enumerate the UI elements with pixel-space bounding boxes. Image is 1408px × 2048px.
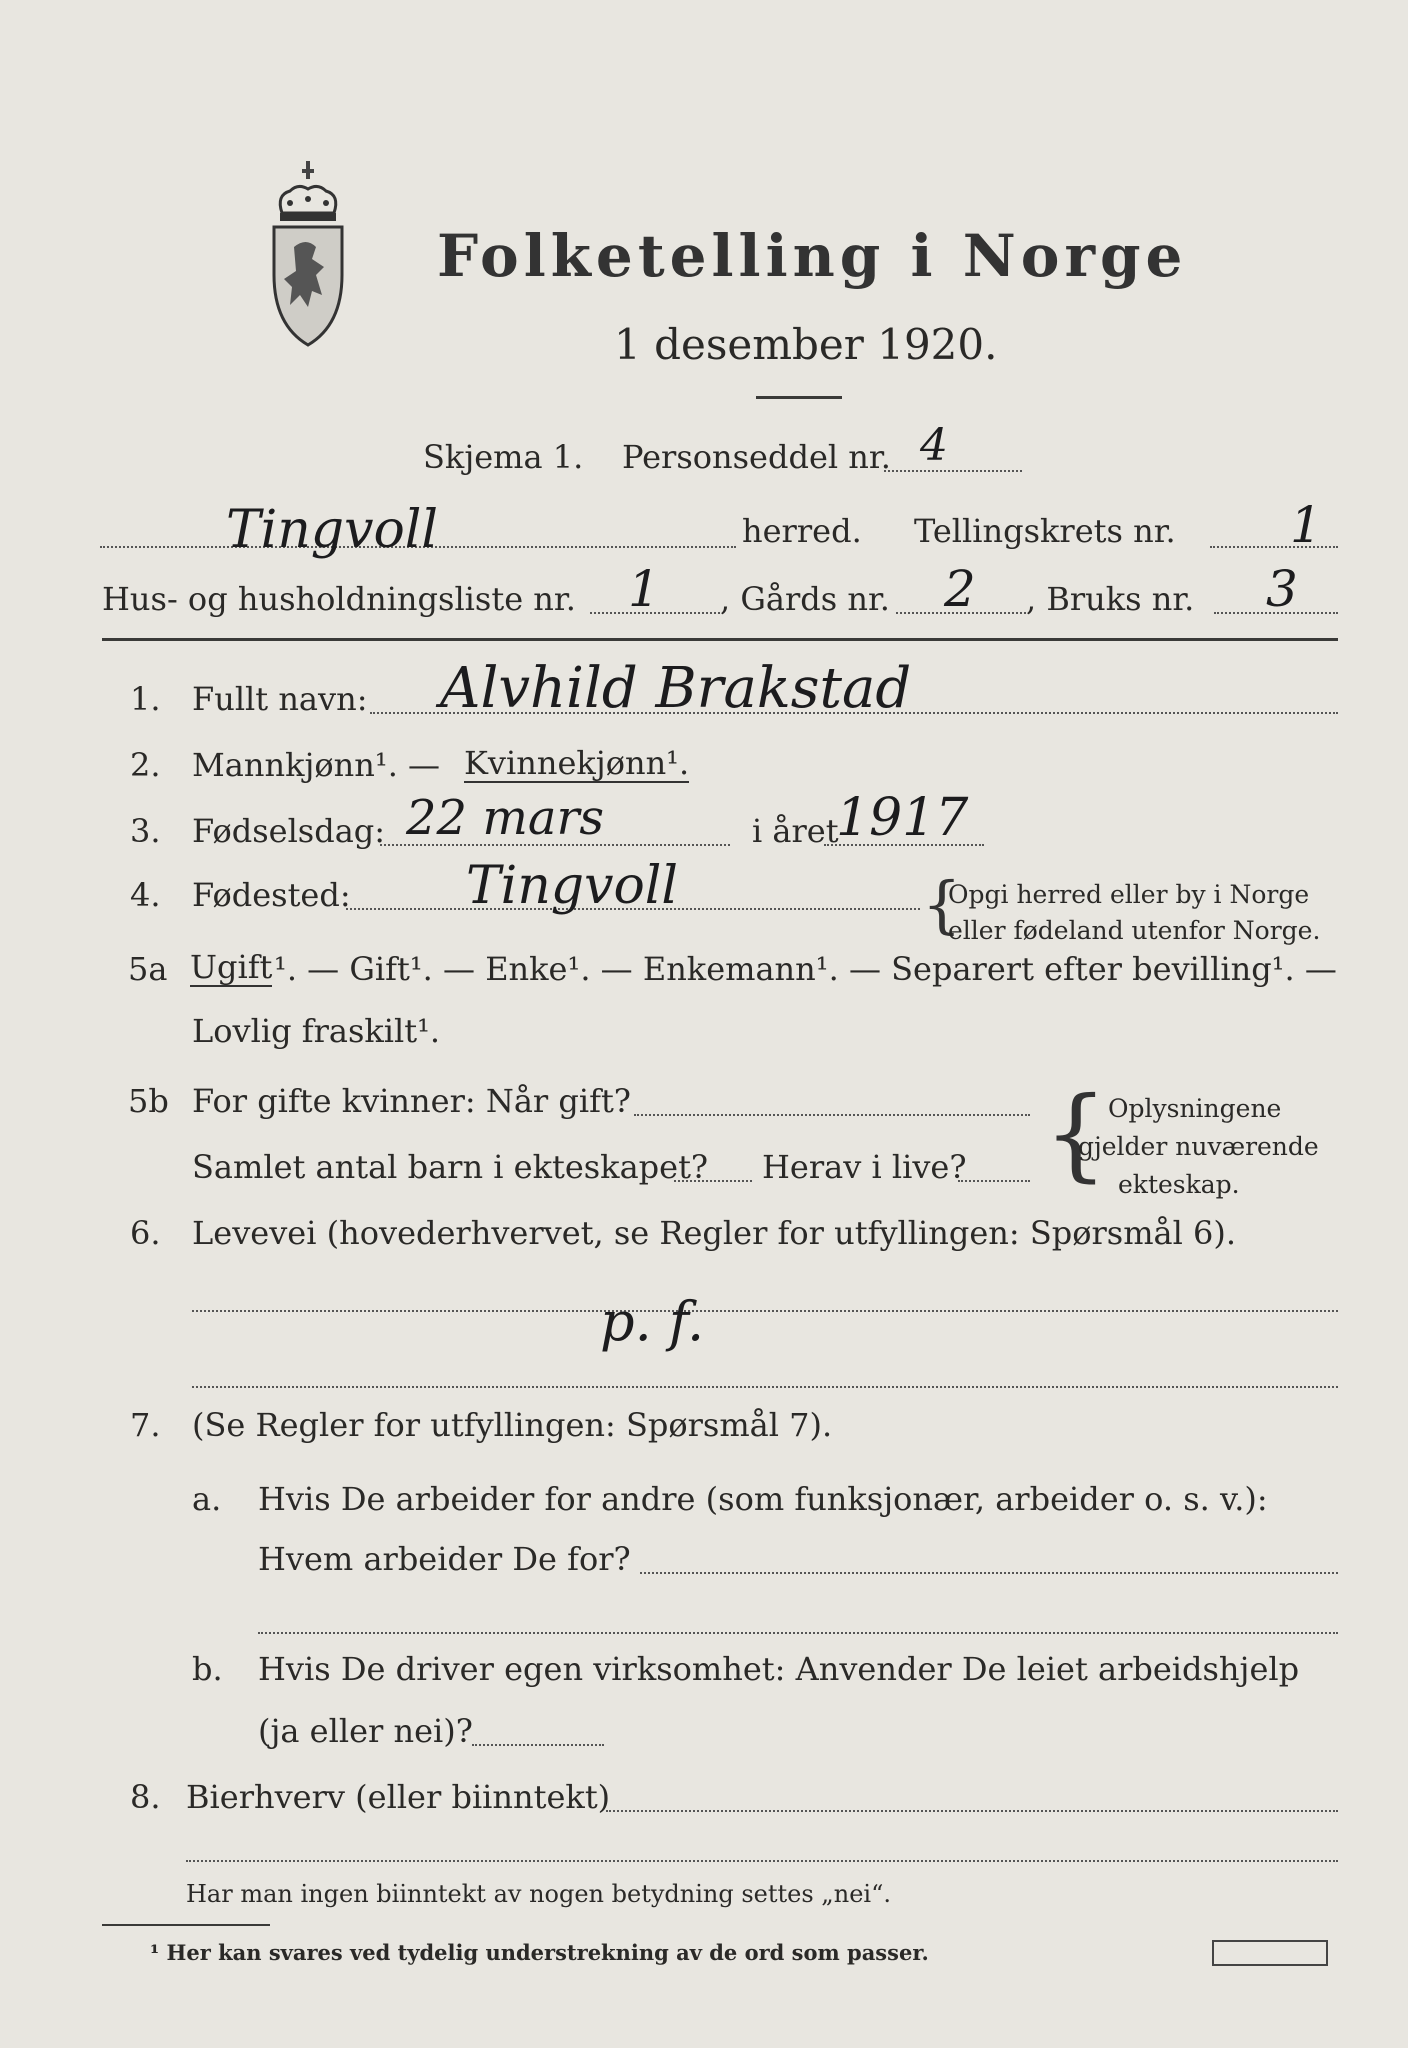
q4-value: Tingvoll	[466, 856, 679, 916]
q5b-live-line	[958, 1180, 1030, 1182]
herred-label: herred.	[742, 512, 862, 550]
q6-label: Levevei (hovederhvervet, se Regler for utfyllingen: Spørsmål 6).	[192, 1214, 1237, 1252]
skjema-label: Skjema 1.	[423, 438, 584, 476]
q8-line2	[186, 1860, 1338, 1862]
q7b-line2: (ja eller nei)?	[258, 1712, 473, 1750]
q5b-note-brace: {	[1044, 1075, 1108, 1192]
q6-line2	[192, 1386, 1338, 1388]
q2-kvinnekjonn: Kvinnekjønn¹.	[464, 744, 690, 782]
q6-number: 6.	[130, 1214, 161, 1252]
footnote-divider	[102, 1924, 270, 1926]
husliste-label: Hus- og husholdningsliste nr.	[102, 580, 576, 618]
q3-year-value: 1917	[836, 788, 969, 848]
q4-number: 4.	[130, 876, 161, 914]
gards-label: , Gårds nr.	[720, 580, 890, 618]
personseddel-line	[884, 470, 1022, 472]
q5b-note-line1: Oplysningene	[1108, 1094, 1282, 1123]
q7b-line1: Hvis De driver egen virksomhet: Anvender De leiet arbeidshjelp	[258, 1650, 1300, 1688]
q7a-line1: Hvis De arbeider for andre (som funksjonær, arbeider o. s. v.):	[258, 1480, 1268, 1518]
q5a-line2: Lovlig fraskilt¹.	[192, 1012, 441, 1050]
q3-number: 3.	[130, 812, 161, 850]
q6-line1	[192, 1310, 1338, 1312]
q5b-gift-line	[634, 1114, 1030, 1116]
q7a-line2: Hvem arbeider De for?	[258, 1540, 631, 1578]
q7a-extra-line	[258, 1632, 1338, 1634]
q8-number: 8.	[130, 1778, 161, 1816]
gards-value: 2	[944, 560, 976, 618]
bottom-note: Har man ingen biinntekt av nogen betydning settes „nei“.	[186, 1880, 891, 1908]
q3-year-label: i året	[752, 812, 839, 850]
personseddel-value: 4	[920, 420, 948, 471]
q5a-ugift: Ugift	[190, 948, 273, 986]
footnote: ¹ Her kan svares ved tydelig understrekning av de ord som passer.	[150, 1940, 929, 1965]
q5b-note-line2: gjelder nuværende	[1078, 1132, 1319, 1161]
q1-label: Fullt navn:	[192, 680, 368, 718]
q5a-options: ¹. — Gift¹. — Enke¹. — Enkemann¹. — Separert efter bevilling¹. —	[274, 950, 1337, 988]
q1-value: Alvhild Brakstad	[440, 656, 912, 721]
bruks-label: , Bruks nr.	[1026, 580, 1195, 618]
q7b-letter: b.	[192, 1650, 223, 1688]
q8-label: Bierhverv (eller biinntekt)	[186, 1778, 611, 1816]
bruks-value: 3	[1266, 560, 1298, 618]
q5b-barn-line	[674, 1180, 752, 1182]
q6-value: p. f.	[600, 1290, 705, 1353]
header-divider	[102, 638, 1338, 641]
q5a-number: 5a	[128, 950, 168, 988]
q7a-employer-line	[640, 1572, 1338, 1574]
husliste-value: 1	[628, 560, 660, 618]
census-date: 1 desember 1920.	[614, 320, 998, 369]
q3-label: Fødselsdag:	[192, 812, 386, 850]
q5b-note-line3: ekteskap.	[1118, 1170, 1240, 1199]
q5b-number: 5b	[128, 1082, 169, 1120]
q7b-answer-line	[472, 1744, 604, 1746]
printer-stamp	[1212, 1940, 1328, 1966]
q4-note-line1: Opgi herred eller by i Norge	[948, 880, 1310, 909]
herred-value: Tingvoll	[226, 500, 439, 560]
q2-mannkjonn: Mannkjønn¹. —	[192, 746, 441, 784]
q4-note-brace: {	[922, 868, 962, 941]
form-title: Folketelling i Norge	[437, 222, 1188, 290]
q7-number: 7.	[130, 1406, 161, 1444]
q4-note-line2: eller fødeland utenfor Norge.	[948, 916, 1321, 945]
norway-coat-of-arms-icon	[268, 155, 348, 355]
title-divider	[756, 396, 842, 399]
personseddel-label: Personseddel nr.	[622, 438, 891, 476]
q5b-line1: For gifte kvinner: Når gift?	[192, 1082, 631, 1120]
q1-number: 1.	[130, 680, 161, 718]
tellingskrets-value: 1	[1290, 496, 1322, 554]
q7-label: (Se Regler for utfyllingen: Spørsmål 7).	[192, 1406, 833, 1444]
q2-number: 2.	[130, 746, 161, 784]
tellingskrets-label: Tellingskrets nr.	[914, 512, 1176, 550]
q5b-barn-label: Samlet antal barn i ekteskapet?	[192, 1148, 709, 1186]
q3-day-value: 22 mars	[406, 790, 605, 846]
q7a-letter: a.	[192, 1480, 222, 1518]
q4-label: Fødested:	[192, 876, 351, 914]
q8-line1	[606, 1810, 1338, 1812]
q5b-live-label: Herav i live?	[762, 1148, 967, 1186]
